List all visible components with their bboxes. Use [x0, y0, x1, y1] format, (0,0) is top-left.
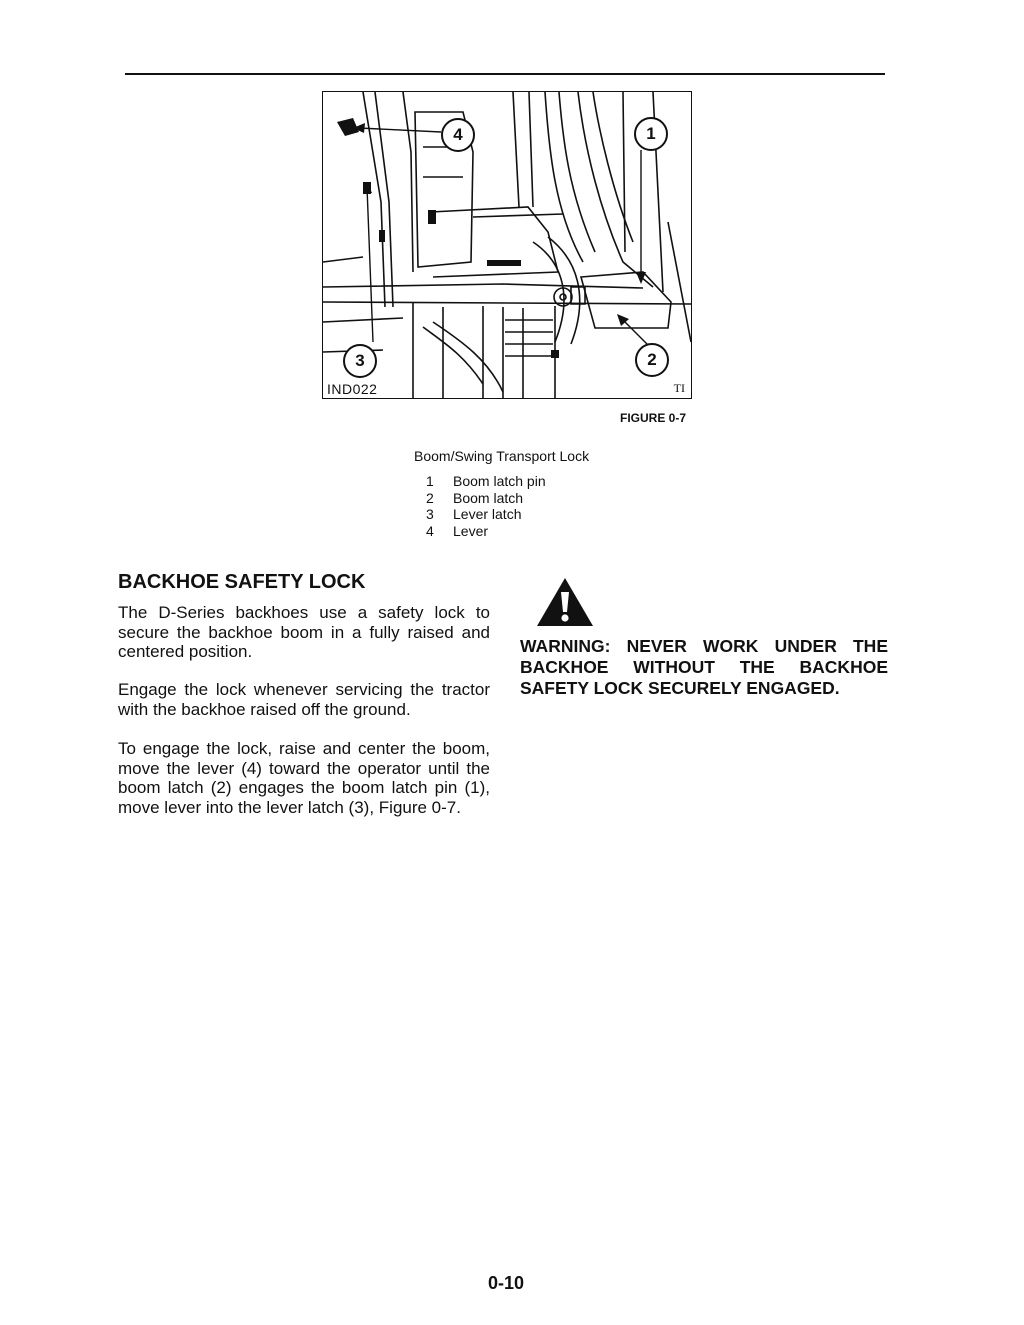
figure-legend: [426, 473, 546, 539]
callout-1: 1: [634, 117, 668, 151]
callout-3: 3: [343, 344, 377, 378]
legend-label: Boom latch: [453, 489, 524, 506]
legend-item: [426, 506, 546, 523]
body-paragraph: To engage the lock, raise and center the boom, move the lever (4) toward the operator until the boom latch (2) engages the boom latch pin (1), move lever into the lever latch (3), Figure 0-7.: [118, 739, 490, 817]
body-paragraph: The D-Series backhoes use a safety lock to secure the backhoe boom in a fully raised and centered position.: [118, 603, 490, 661]
legend-number: 3: [426, 506, 434, 522]
legend-item: [426, 523, 546, 540]
legend-label: Lever: [453, 522, 489, 539]
figure-label: FIGURE 0-7: [620, 411, 687, 425]
page-number: 0-10: [488, 1273, 525, 1293]
legend-item: [426, 473, 546, 490]
warning-text: WARNING: NEVER WORK UNDER THE BACKHOE WITHOUT THE BACKHOE SAFETY LOCK SECURELY ENGAGED.: [520, 636, 888, 698]
figure-id-code: IND022: [327, 381, 378, 397]
legend-number: 2: [426, 489, 434, 506]
legend-label: Boom latch pin: [453, 473, 546, 489]
legend-item: [426, 490, 546, 507]
legend-number: 1: [426, 473, 434, 489]
legend-label: Lever latch: [453, 506, 522, 522]
caption-title: Boom/Swing Transport Lock: [414, 448, 590, 464]
warning-triangle-icon: [536, 577, 594, 627]
callout-4: 4: [441, 118, 475, 152]
top-rule: [125, 73, 885, 75]
body-paragraph: Engage the lock whenever servicing the tractor with the backhoe raised off the ground.: [118, 680, 490, 719]
callout-2: 2: [635, 343, 669, 377]
figure-illustration: [322, 91, 692, 399]
section-heading: BACKHOE SAFETY LOCK: [118, 571, 366, 593]
legend-number: 4: [426, 522, 434, 539]
figure-ti-mark: TI: [673, 381, 685, 395]
